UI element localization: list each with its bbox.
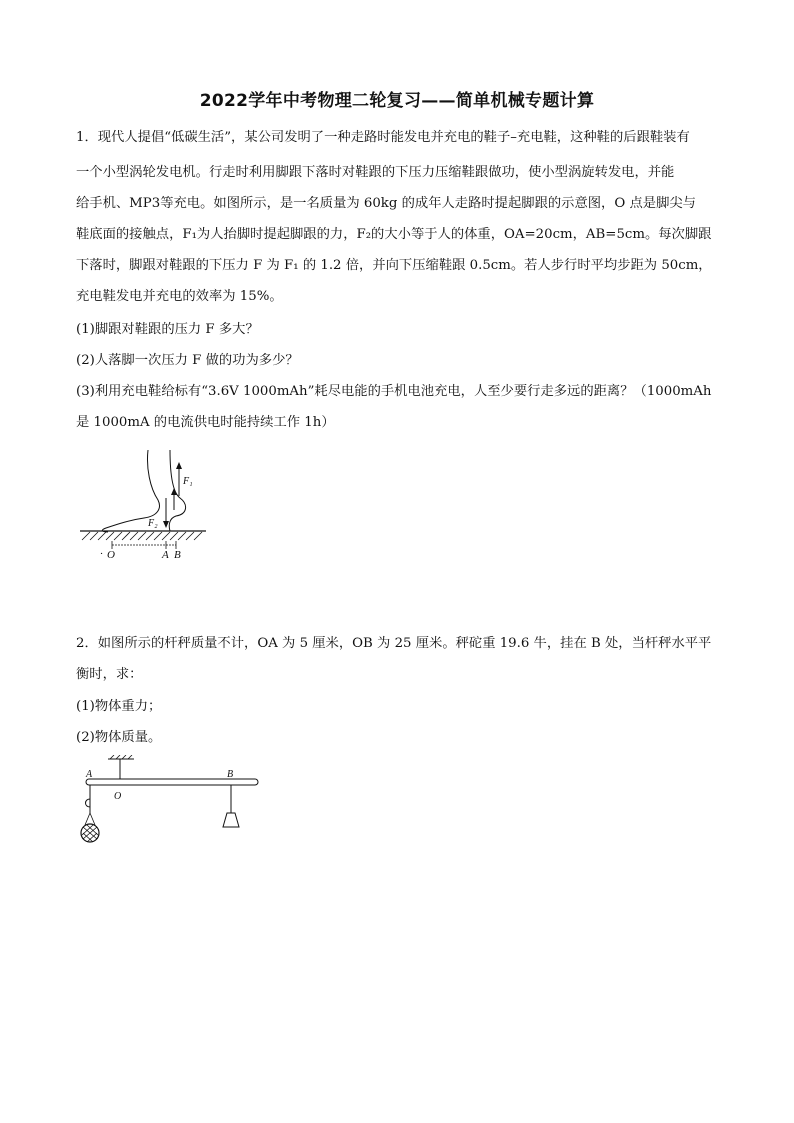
point-o-label: O <box>107 549 115 561</box>
q1-line-1: 1．现代人提倡“低碳生活”，某公司发明了一种走路时能发电并充电的鞋子–充电鞋，这种鞋的后跟鞋装有 <box>76 130 690 145</box>
up-arrowhead <box>171 488 177 495</box>
point-a-label: A <box>86 769 93 780</box>
point-b-label: B <box>174 549 181 561</box>
q1-line-6: 充电鞋发电并充电的效率为 15%。 <box>76 289 283 304</box>
f1-label: F₁ <box>183 476 193 487</box>
q1-line-3: 给手机、MP3等充电。如图所示，是一名质量为 60kg 的成年人走路时提起脚跟的示意图，O 点是脚尖与 <box>76 196 696 211</box>
q1-foot-lever-figure <box>78 448 208 563</box>
q1-line-5: 下落时，脚跟对鞋跟的下压力 F 为 F₁ 的 1.2 倍，并向下压缩鞋跟 0.5cm。若人步行时平均步距为 50cm， <box>76 258 712 273</box>
q2-steelyard-figure <box>76 755 262 853</box>
point-a-label: A <box>162 549 169 561</box>
q2-sub-question-1: (1)物体重力； <box>76 699 162 714</box>
f2-label: F₂ <box>148 518 158 529</box>
ground-hatch <box>82 532 202 540</box>
q2-line-1: 2．如图所示的杆秤质量不计，OA 为 5 厘米，OB 为 25 厘米。秤砣重 19.6 牛，挂在 B 处，当杆秤水平平 <box>76 636 712 651</box>
q1-line-2: 一个小型涡轮发电机。行走时利用脚跟下落时对鞋跟的下压力压缩鞋跟做功，使小型涡旋转发电，并能 <box>76 165 675 180</box>
ceiling-hatch <box>110 755 132 759</box>
f2-arrowhead <box>163 521 169 528</box>
dot-marker: · <box>100 548 103 560</box>
q1-line-4: 鞋底面的接触点，F₁为人抬脚时提起脚跟的力，F₂的大小等于人的体重，OA=20cm，AB=5cm。每次脚跟 <box>76 227 712 242</box>
hook-icon <box>86 799 91 807</box>
q1-sub-question-3a: (3)利用充电鞋给标有“3.6V 1000mAh”耗尽电能的手机电池充电，人至少要行走多远的距离？（1000mAh <box>76 384 712 399</box>
q2-sub-question-2: (2)物体质量。 <box>76 730 162 745</box>
heel-outline <box>169 450 185 531</box>
page-title: 2022学年中考物理二轮复习——简单机械专题计算 <box>199 91 595 111</box>
q1-sub-question-2: (2)人落脚一次压力 F 做的功为多少？ <box>76 353 299 368</box>
counterweight-icon <box>223 813 239 827</box>
q1-sub-question-3b: 是 1000mA 的电流供电时能持续工作 1h） <box>76 415 335 430</box>
q2-line-2: 衡时，求： <box>76 667 143 682</box>
object-basket-icon <box>81 813 99 842</box>
point-b-label: B <box>227 769 234 780</box>
point-o-label: O <box>114 791 122 802</box>
f1-arrowhead <box>176 462 182 469</box>
q1-sub-question-1: (1)脚跟对鞋跟的压力 F 多大？ <box>76 322 259 337</box>
